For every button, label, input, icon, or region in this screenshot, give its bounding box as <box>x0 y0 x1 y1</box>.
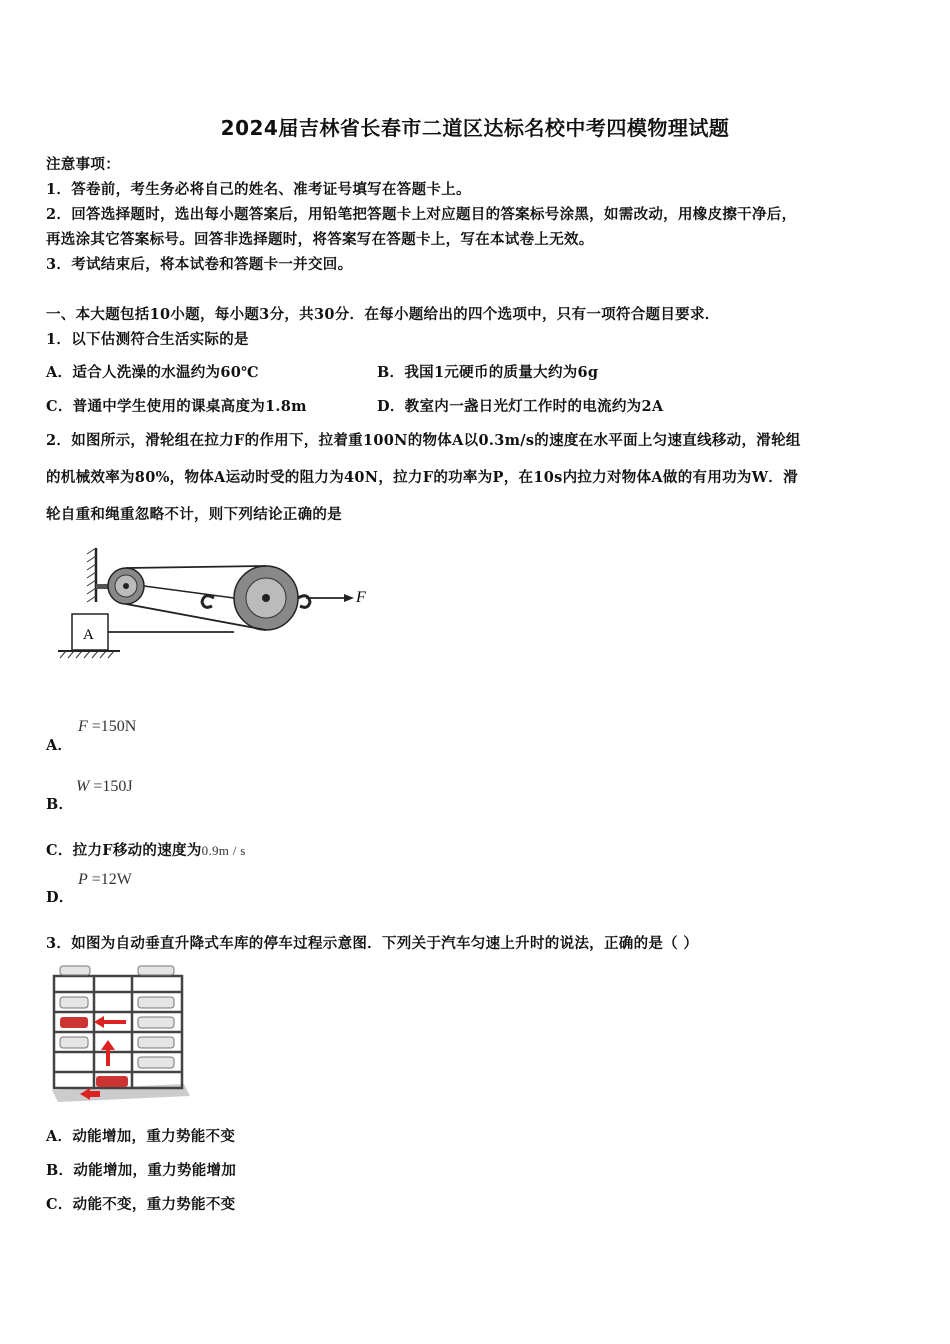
pulley-system-figure <box>44 540 384 665</box>
question-1-stem: 1．以下估测符合生活实际的是 <box>46 331 249 348</box>
q1-option-a: A．适合人洗澡的水温约为60℃ <box>46 364 259 381</box>
q2-option-b-label: B． <box>46 796 74 813</box>
notice-item: 1．答卷前，考生务必将自己的姓名、准考证号填写在答题卡上。 <box>46 181 471 198</box>
moving-car <box>60 1017 88 1028</box>
q2-option-d-formula: P =12W <box>78 871 132 888</box>
question-3-stem: 3．如图为自动垂直升降式车库的停车过程示意图．下列关于汽车匀速上升时的说法，正确的是（ ） <box>46 935 699 952</box>
question-2-stem-line1: 2．如图所示，滑轮组在拉力F的作用下，拉着重100N的物体A以0.3m/s的速度在水平面上匀速直线移动，滑轮组 <box>46 432 801 449</box>
force-label: F <box>356 589 366 606</box>
q2-option-a-label: A． <box>46 737 73 754</box>
block-label: A <box>83 627 94 643</box>
rope-top <box>126 566 266 568</box>
q1-option-c: C．普通中学生使用的课桌高度为1.8m <box>46 398 307 415</box>
rope-middle <box>144 586 234 598</box>
question-2-stem-line3: 轮自重和绳重忽略不计，则下列结论正确的是 <box>46 506 342 523</box>
q1-option-d: D．教室内一盏日光灯工作时的电流约为2A <box>377 398 664 415</box>
q1-option-b: B．我国1元硬币的质量大约为6g <box>377 364 599 381</box>
ground-hatching <box>60 651 114 658</box>
question-2-stem-line2: 的机械效率为80%，物体A运动时受的阻力为40N，拉力F的功率为P，在10s内拉力对物体A做的有用功为W．滑 <box>46 469 798 486</box>
q2-option-a-formula: F =150N <box>78 718 137 735</box>
q2-option-c-formula: 0.9m / s <box>201 843 246 858</box>
q2-option-b-formula: W =150J <box>76 778 133 795</box>
section-header: 一、本大题包括10小题，每小题3分，共30分．在每小题给出的四个选项中，只有一项符合题目要求． <box>46 306 720 323</box>
entering-car <box>96 1076 128 1087</box>
notice-heading: 注意事项： <box>46 156 120 173</box>
notice-item: 3．考试结束后，将本试卷和答题卡一并交回。 <box>46 256 353 273</box>
q3-option-a: A．动能增加，重力势能不变 <box>46 1128 236 1145</box>
q3-option-b: B．动能增加，重力势能增加 <box>46 1162 237 1179</box>
wall-hatching <box>87 548 96 602</box>
q3-option-c: C．动能不变，重力势能不变 <box>46 1196 236 1213</box>
notice-item: 再选涂其它答案标号。回答非选择题时，将答案写在答题卡上，写在本试卷上无效。 <box>46 231 594 248</box>
page-title: 2024届吉林省长春市二道区达标名校中考四模物理试题 <box>220 116 730 140</box>
parking-garage-figure <box>44 962 194 1104</box>
q2-option-d-label: D． <box>46 889 74 906</box>
hook-icon <box>202 596 214 608</box>
notice-item: 2．回答选择题时，选出每小题答案后，用铅笔把答题卡上对应题目的答案标号涂黑，如需改动，用橡皮擦干净后， <box>46 206 797 223</box>
garage-frame <box>54 976 182 1088</box>
q2-option-c: C．拉力F移动的速度为0.9m / s <box>46 842 246 859</box>
